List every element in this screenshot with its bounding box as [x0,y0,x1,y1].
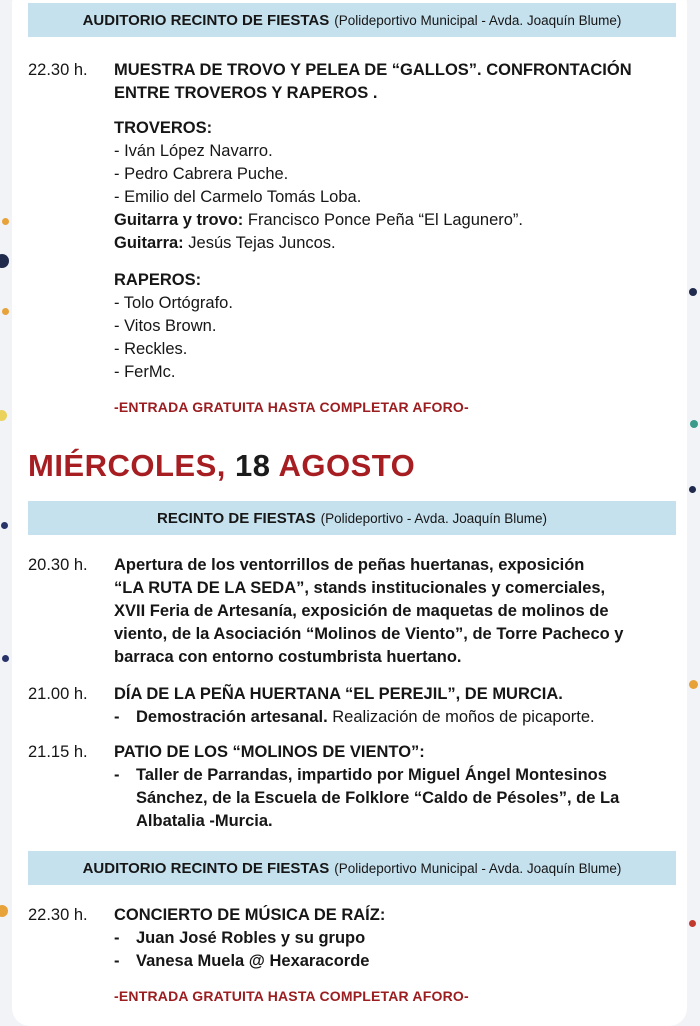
event-line: barraca con entorno costumbrista huertano. [114,648,462,666]
event-subitem [114,764,684,833]
decor-dot [0,905,8,917]
event-time: 22.30 h. [28,61,88,79]
subitem-text: Vanesa Muela @ Hexaracorde [136,952,370,970]
event-subitem [114,950,684,973]
guitar-trovo-label: Guitarra y trovo: [114,211,244,229]
subitem-text: Juan José Robles y su grupo [136,929,366,947]
venue-detail: (Polideportivo - Avda. Joaquín Blume) [320,510,548,526]
subitem-line: Albatalia -Murcia. [136,812,273,830]
event-body [114,904,684,973]
event-body [114,741,684,833]
free-entry-note: -ENTRADA GRATUITA HASTA COMPLETAR AFORO- [114,988,469,1004]
venue-name: RECINTO DE FIESTAS [156,509,316,527]
event-subitem [114,706,684,729]
rapero-item: - Tolo Ortógrafo. [114,294,233,312]
event-time: 21.00 h. [28,685,88,703]
event-title: DÍA DE LA PEÑA HUERTANA “EL PEREJIL”, DE MURCIA. [114,685,563,703]
subitem-bold: Demostración artesanal. [136,708,328,726]
event-subitem [114,927,684,950]
day-month: AGOSTO [278,448,416,483]
bullet-dash: - [114,708,120,726]
subitem-rest: Realización de moños de picaporte. [327,708,595,726]
event-line: “LA RUTA DE LA SEDA”, stands institucionales y comerciales, [114,579,606,597]
event-title: CONCIERTO DE MÚSICA DE RAÍZ: [114,906,386,924]
guitar-trovo-value: Francisco Ponce Peña “El Lagunero”. [243,211,524,229]
raperos-heading: RAPEROS: [114,271,202,289]
venue-detail: (Polideportivo Municipal - Avda. Joaquín Blume) [334,860,622,876]
decor-dot [2,218,9,225]
subitem-line: Sánchez, de la Escuela de Folklore “Caldo de Pésoles”, de La [136,789,620,807]
event-time: 22.30 h. [28,906,88,924]
bullet-dash: - [114,766,120,784]
event-time: 20.30 h. [28,556,88,574]
decor-dot [2,308,9,315]
event-body [114,683,684,729]
decor-dot [689,486,696,493]
trovero-item: - Pedro Cabrera Puche. [114,165,289,183]
rapero-item: - FerMc. [114,363,176,381]
event-title-line: MUESTRA DE TROVO Y PELEA DE “GALLOS”. CONFRONTACIÓN [114,61,632,79]
bullet-dash: - [114,929,120,947]
venue-bar [28,3,676,37]
event-body [114,554,684,669]
guitar-label: Guitarra: [114,234,184,252]
trovero-item: - Emilio del Carmelo Tomás Loba. [114,188,362,206]
event-line: XVII Feria de Artesanía, exposición de maquetas de molinos de [114,602,609,620]
trovero-item: - Iván López Navarro. [114,142,273,160]
troveros-heading: TROVEROS: [114,119,213,137]
decor-dot [690,420,698,428]
decor-dot [2,655,9,662]
day-number: 18 [235,448,271,483]
event-title-line: ENTRE TROVEROS Y RAPEROS . [114,84,378,102]
rapero-item: - Vitos Brown. [114,317,217,335]
venue-bar [28,851,676,885]
decor-dot [689,680,698,689]
free-entry-note: -ENTRADA GRATUITA HASTA COMPLETAR AFORO- [114,399,469,415]
event-line: viento, de la Asociación “Molinos de Viento”, de Torre Pacheco y [114,625,624,643]
subitem-line: Taller de Parrandas, impartido por Miguel Ángel Montesinos [136,766,607,784]
venue-detail: (Polideportivo Municipal - Avda. Joaquín Blume) [334,12,622,28]
venue-bar [28,501,676,535]
guitar-value: Jesús Tejas Juncos. [183,234,336,252]
venue-name: AUDITORIO RECINTO DE FIESTAS [82,859,330,877]
guitar-trovo-line [114,209,684,232]
venue-name: AUDITORIO RECINTO DE FIESTAS [82,11,330,29]
decor-dot [0,254,9,268]
event-title: PATIO DE LOS “MOLINOS DE VIENTO”: [114,743,425,761]
rapero-item: - Reckles. [114,340,188,358]
day-heading [28,448,415,484]
bullet-dash: - [114,952,120,970]
decor-dot [0,410,7,421]
event-time: 21.15 h. [28,743,88,761]
event-body [114,59,684,384]
day-weekday: MIÉRCOLES, [28,448,226,483]
decor-dot [689,288,697,296]
decor-dot [689,920,696,927]
decor-dot [1,522,8,529]
guitar-line [114,232,684,255]
event-line: Apertura de los ventorrillos de peñas huertanas, exposición [114,556,585,574]
